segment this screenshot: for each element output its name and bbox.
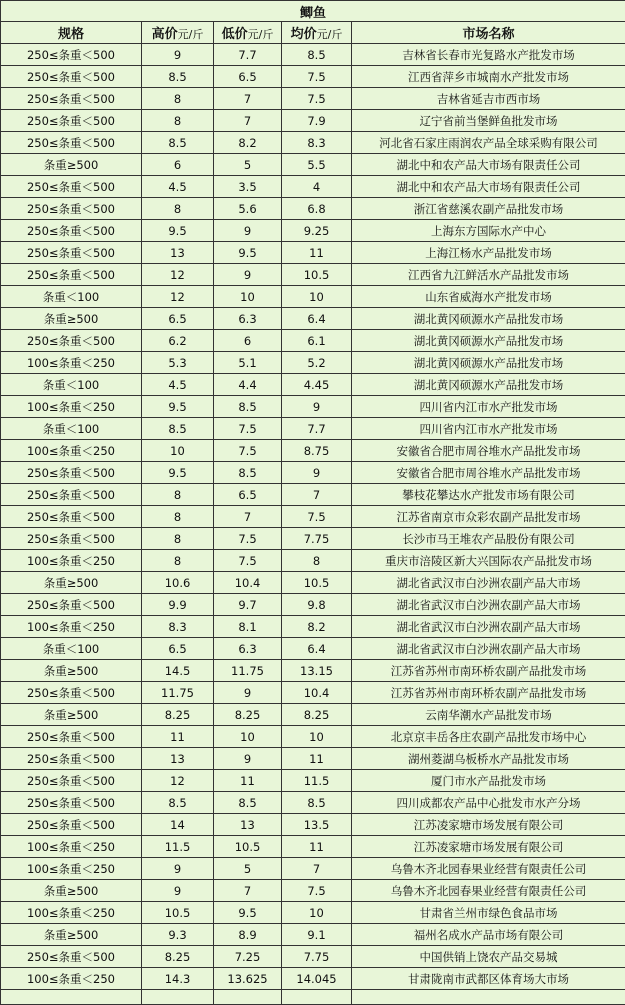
- cell-low: 6.3: [214, 308, 282, 330]
- cell-spec: 条重≥500: [1, 660, 142, 682]
- cell-avg: 6.8: [282, 198, 352, 220]
- cell-low: 13: [214, 814, 282, 836]
- table-body: [1, 44, 625, 1005]
- cell-market: 甘肃省兰州市绿色食品市场: [352, 902, 625, 924]
- cell-high: 9.5: [142, 396, 214, 418]
- table-row: [1, 880, 625, 902]
- cell-avg: 6.4: [282, 308, 352, 330]
- cell-avg: 4: [282, 176, 352, 198]
- cell-spec: 250≤条重＜500: [1, 726, 142, 748]
- cell-low: 10.4: [214, 572, 282, 594]
- cell-market: 中国供销上饶农产品交易城: [352, 946, 625, 968]
- cell-high: 14.3: [142, 968, 214, 990]
- cell-avg: 14.045: [282, 968, 352, 990]
- cell-spec: 250≤条重＜500: [1, 176, 142, 198]
- table-row: [1, 176, 625, 198]
- cell-avg: 7: [282, 484, 352, 506]
- cell-market: 湖北黄冈硕源水产品批发市场: [352, 374, 625, 396]
- table-row: [1, 924, 625, 946]
- cell-high: 10.5: [142, 902, 214, 924]
- cell-market: 重庆市涪陵区新大兴国际农产品批发市场: [352, 550, 625, 572]
- table-row: [1, 198, 625, 220]
- cell-low: 7.5: [214, 440, 282, 462]
- cell-market: 长沙市马王堆农产品股份有限公司: [352, 528, 625, 550]
- table-row: [1, 572, 625, 594]
- table-row: [1, 836, 625, 858]
- table-row: [1, 792, 625, 814]
- cell-avg: 10: [282, 726, 352, 748]
- cell-market: 江西省萍乡市城南水产批发市场: [352, 66, 625, 88]
- cell-avg: 8.5: [282, 792, 352, 814]
- cell-spec: 250≤条重＜500: [1, 528, 142, 550]
- cell-avg: 10: [282, 902, 352, 924]
- cell-high: 8.25: [142, 946, 214, 968]
- table-row: [1, 748, 625, 770]
- cell-spec: 条重≥500: [1, 154, 142, 176]
- cell-market: 四川省内江市水产批发市场: [352, 396, 625, 418]
- cell-high: 8: [142, 110, 214, 132]
- cell-avg: 5.5: [282, 154, 352, 176]
- cell-low: 5: [214, 154, 282, 176]
- cell-low: 8.9: [214, 924, 282, 946]
- cell-low: 7: [214, 506, 282, 528]
- table-row: [1, 814, 625, 836]
- cell-avg: 7.75: [282, 528, 352, 550]
- cell-market: 辽宁省前当堡鲜鱼批发市场: [352, 110, 625, 132]
- cell-spec: 250≤条重＜500: [1, 484, 142, 506]
- cell-market: 吉林省长春市光复路水产批发市场: [352, 44, 625, 66]
- table-row: [1, 66, 625, 88]
- cell-spec: 100≤条重＜250: [1, 396, 142, 418]
- cell-high: 10.6: [142, 572, 214, 594]
- cell-market: 湖北省武汉市白沙洲农副产品大市场: [352, 638, 625, 660]
- cell-market: 安徽省合肥市周谷堆水产品批发市场: [352, 440, 625, 462]
- cell-spec: 条重＜100: [1, 286, 142, 308]
- cell-market: 乌鲁木齐北园春果业经营有限责任公司: [352, 880, 625, 902]
- cell-avg: 11: [282, 242, 352, 264]
- cell-high: 8: [142, 528, 214, 550]
- cell-high: 9: [142, 880, 214, 902]
- cell-avg: 7.5: [282, 66, 352, 88]
- cell-avg: 6.1: [282, 330, 352, 352]
- cell-high: 9: [142, 858, 214, 880]
- cell-high: 14: [142, 814, 214, 836]
- cell-spec: 250≤条重＜500: [1, 132, 142, 154]
- table-row: [1, 462, 625, 484]
- cell-spec: 条重＜100: [1, 418, 142, 440]
- cell-avg: 7: [282, 858, 352, 880]
- cell-spec: 250≤条重＜500: [1, 88, 142, 110]
- cell-high: 8.5: [142, 418, 214, 440]
- title-row: [1, 1, 625, 22]
- cell-market: 湖北黄冈硕源水产品批发市场: [352, 330, 625, 352]
- cell-high: 11.5: [142, 836, 214, 858]
- cell-low: 4.4: [214, 374, 282, 396]
- cell-high: 8: [142, 484, 214, 506]
- table-row: [1, 220, 625, 242]
- cell-low: 9: [214, 748, 282, 770]
- cell-high: 14.5: [142, 660, 214, 682]
- cell-high: 8: [142, 506, 214, 528]
- cell-low: 10: [214, 286, 282, 308]
- cell-spec: 250≤条重＜500: [1, 814, 142, 836]
- cell-avg: 9.1: [282, 924, 352, 946]
- cell-low: 7.5: [214, 550, 282, 572]
- cell-market: 江苏凌家塘市场发展有限公司: [352, 836, 625, 858]
- cell-avg: 7.7: [282, 418, 352, 440]
- cell-market: 江西省九江鲜活水产品批发市场: [352, 264, 625, 286]
- cell-high: 6.5: [142, 308, 214, 330]
- cell-spec: 250≤条重＜500: [1, 748, 142, 770]
- cell-avg: 13.15: [282, 660, 352, 682]
- header-high-unit: 元/斤: [178, 28, 204, 41]
- cell-high: 9: [142, 44, 214, 66]
- cell-spec: 250≤条重＜500: [1, 594, 142, 616]
- cell-market: 湖北中和农产品大市场有限责任公司: [352, 154, 625, 176]
- table-row: [1, 154, 625, 176]
- cell-market: 湖北中和农产品大市场有限责任公司: [352, 176, 625, 198]
- table-row: [1, 88, 625, 110]
- cell-high: 4.5: [142, 176, 214, 198]
- header-market: 市场名称: [352, 22, 625, 44]
- cell-spec: 250≤条重＜500: [1, 198, 142, 220]
- cell-market: 攀枝花攀达水产批发市场有限公司: [352, 484, 625, 506]
- cell-market: 上海江杨水产品批发市场: [352, 242, 625, 264]
- table-row: [1, 132, 625, 154]
- header-avg-label: 均价: [291, 27, 317, 42]
- cell-high: 9.5: [142, 462, 214, 484]
- cell-avg: 10: [282, 286, 352, 308]
- cell-low: 7.25: [214, 946, 282, 968]
- cell-avg: 11: [282, 748, 352, 770]
- cell-high: 8: [142, 88, 214, 110]
- cell-low: 6.5: [214, 484, 282, 506]
- cell-low: 7: [214, 88, 282, 110]
- cell-avg: 7.5: [282, 88, 352, 110]
- table-row: [1, 616, 625, 638]
- cell-market: 湖北黄冈硕源水产品批发市场: [352, 308, 625, 330]
- cell-low: 3.5: [214, 176, 282, 198]
- cell-spec: 100≤条重＜250: [1, 902, 142, 924]
- cell-spec: 250≤条重＜500: [1, 946, 142, 968]
- cell-high: 11.75: [142, 682, 214, 704]
- table-row: [1, 44, 625, 66]
- cell-spec: 100≤条重＜250: [1, 616, 142, 638]
- cell-spec: 250≤条重＜500: [1, 770, 142, 792]
- table-row: [1, 440, 625, 462]
- cell-avg: 10.4: [282, 682, 352, 704]
- cell-market: 甘肃陇南市武都区体育场大市场: [352, 968, 625, 990]
- cell-market: 江苏省苏州市南环桥农副产品批发市场: [352, 660, 625, 682]
- cell-low: 8.2: [214, 132, 282, 154]
- cell-high: 6.5: [142, 638, 214, 660]
- cell-market: 四川省内江市水产批发市场: [352, 418, 625, 440]
- header-high-label: 高价: [152, 27, 178, 42]
- cell-low: 10.5: [214, 836, 282, 858]
- cell-low: 6: [214, 330, 282, 352]
- cell-market: 山东省威海水产批发市场: [352, 286, 625, 308]
- cell-low: 8.1: [214, 616, 282, 638]
- cell-low: 7.5: [214, 528, 282, 550]
- cell-high: 13: [142, 242, 214, 264]
- cell-high: 6.2: [142, 330, 214, 352]
- cell-market: 云南华潮水产品批发市场: [352, 704, 625, 726]
- cell-spec: 100≤条重＜250: [1, 836, 142, 858]
- cell-spec: 250≤条重＜500: [1, 330, 142, 352]
- cell-market: 河北省石家庄雨润农产品全球采购有限公司: [352, 132, 625, 154]
- cell-high: 8.25: [142, 704, 214, 726]
- table-row: [1, 264, 625, 286]
- cell-low: 7: [214, 880, 282, 902]
- cell-market: 上海东方国际水产中心: [352, 220, 625, 242]
- cell-market: 四川成都农产品中心批发市水产分场: [352, 792, 625, 814]
- cell-low: 9.7: [214, 594, 282, 616]
- cell-avg: 9: [282, 462, 352, 484]
- header-row: [1, 22, 625, 44]
- cell-market: 厦门市水产品批发市场: [352, 770, 625, 792]
- cell-avg: 7.5: [282, 506, 352, 528]
- cell-high: 4.5: [142, 374, 214, 396]
- cell-low: 9: [214, 682, 282, 704]
- cell-spec: 条重＜100: [1, 374, 142, 396]
- cell-spec: 100≤条重＜250: [1, 352, 142, 374]
- cell-avg: 8.5: [282, 44, 352, 66]
- table-row: [1, 660, 625, 682]
- cell-spec: 条重≥500: [1, 924, 142, 946]
- cell-high: 10: [142, 440, 214, 462]
- table-row: [1, 286, 625, 308]
- cell-spec: 250≤条重＜500: [1, 462, 142, 484]
- cell-spec: 250≤条重＜500: [1, 110, 142, 132]
- cell-market: 湖北黄冈硕源水产品批发市场: [352, 352, 625, 374]
- empty-row: [1, 990, 625, 1005]
- table-title: 鲫鱼: [1, 1, 625, 22]
- header-spec: 规格: [1, 22, 142, 44]
- cell-spec: 250≤条重＜500: [1, 242, 142, 264]
- header-low-label: 低价: [222, 27, 248, 42]
- table-row: [1, 550, 625, 572]
- cell-avg: 7.75: [282, 946, 352, 968]
- cell-high: 8.5: [142, 792, 214, 814]
- cell-avg: 11: [282, 836, 352, 858]
- cell-low: 11.75: [214, 660, 282, 682]
- cell-low: 8.5: [214, 462, 282, 484]
- table-row: [1, 374, 625, 396]
- table-row: [1, 484, 625, 506]
- cell-high: 8.3: [142, 616, 214, 638]
- cell-low: 10: [214, 726, 282, 748]
- cell-avg: 10.5: [282, 572, 352, 594]
- cell-avg: 8.25: [282, 704, 352, 726]
- cell-low: 9.5: [214, 242, 282, 264]
- cell-low: 8.25: [214, 704, 282, 726]
- empty-cell: [142, 990, 214, 1005]
- table-row: [1, 968, 625, 990]
- cell-low: 13.625: [214, 968, 282, 990]
- table-row: [1, 506, 625, 528]
- empty-cell: [214, 990, 282, 1005]
- cell-high: 8: [142, 198, 214, 220]
- table-row: [1, 902, 625, 924]
- cell-spec: 条重≥500: [1, 308, 142, 330]
- cell-low: 5: [214, 858, 282, 880]
- cell-high: 9.5: [142, 220, 214, 242]
- cell-avg: 13.5: [282, 814, 352, 836]
- cell-spec: 250≤条重＜500: [1, 220, 142, 242]
- cell-market: 浙江省慈溪农副产品批发市场: [352, 198, 625, 220]
- table-row: [1, 528, 625, 550]
- table-row: [1, 330, 625, 352]
- cell-avg: 8.75: [282, 440, 352, 462]
- cell-high: 12: [142, 286, 214, 308]
- table-row: [1, 396, 625, 418]
- cell-market: 湖北省武汉市白沙洲农副产品大市场: [352, 616, 625, 638]
- cell-market: 福州名成水产品市场有限公司: [352, 924, 625, 946]
- cell-spec: 250≤条重＜500: [1, 792, 142, 814]
- cell-spec: 条重≥500: [1, 880, 142, 902]
- cell-market: 北京京丰岳各庄农副产品批发市场中心: [352, 726, 625, 748]
- cell-market: 吉林省延吉市西市场: [352, 88, 625, 110]
- cell-avg: 10.5: [282, 264, 352, 286]
- cell-low: 7: [214, 110, 282, 132]
- cell-high: 9.3: [142, 924, 214, 946]
- cell-spec: 250≤条重＜500: [1, 264, 142, 286]
- cell-avg: 9.8: [282, 594, 352, 616]
- cell-spec: 条重＜100: [1, 638, 142, 660]
- table-row: [1, 638, 625, 660]
- cell-avg: 9: [282, 396, 352, 418]
- cell-low: 8.5: [214, 792, 282, 814]
- cell-low: 5.6: [214, 198, 282, 220]
- cell-high: 12: [142, 770, 214, 792]
- cell-avg: 8.2: [282, 616, 352, 638]
- cell-market: 湖州菱湖乌板桥水产品批发市场: [352, 748, 625, 770]
- header-high: [142, 22, 214, 44]
- cell-high: 6: [142, 154, 214, 176]
- cell-low: 6.5: [214, 66, 282, 88]
- cell-market: 湖北省武汉市白沙洲农副产品大市场: [352, 572, 625, 594]
- cell-spec: 250≤条重＜500: [1, 682, 142, 704]
- cell-spec: 100≤条重＜250: [1, 858, 142, 880]
- cell-market: 江苏省南京市众彩农副产品批发市场: [352, 506, 625, 528]
- empty-cell: [282, 990, 352, 1005]
- cell-avg: 11.5: [282, 770, 352, 792]
- table-row: [1, 704, 625, 726]
- cell-high: 8: [142, 550, 214, 572]
- cell-avg: 4.45: [282, 374, 352, 396]
- cell-avg: 8.3: [282, 132, 352, 154]
- cell-market: 乌鲁木齐北园春果业经营有限责任公司: [352, 858, 625, 880]
- cell-high: 5.3: [142, 352, 214, 374]
- cell-low: 11: [214, 770, 282, 792]
- cell-high: 11: [142, 726, 214, 748]
- cell-spec: 100≤条重＜250: [1, 550, 142, 572]
- cell-low: 5.1: [214, 352, 282, 374]
- empty-cell: [352, 990, 625, 1005]
- table-row: [1, 946, 625, 968]
- cell-spec: 250≤条重＜500: [1, 66, 142, 88]
- cell-avg: 7.9: [282, 110, 352, 132]
- cell-low: 6.3: [214, 638, 282, 660]
- cell-low: 8.5: [214, 396, 282, 418]
- cell-spec: 250≤条重＜500: [1, 44, 142, 66]
- cell-market: 安徽省合肥市周谷堆水产品批发市场: [352, 462, 625, 484]
- cell-avg: 8: [282, 550, 352, 572]
- cell-low: 9: [214, 220, 282, 242]
- cell-market: 江苏凌家塘市场发展有限公司: [352, 814, 625, 836]
- cell-low: 7.5: [214, 418, 282, 440]
- cell-high: 9.9: [142, 594, 214, 616]
- header-avg: [282, 22, 352, 44]
- cell-spec: 100≤条重＜250: [1, 440, 142, 462]
- cell-low: 9.5: [214, 902, 282, 924]
- cell-high: 8.5: [142, 66, 214, 88]
- table-row: [1, 682, 625, 704]
- cell-high: 13: [142, 748, 214, 770]
- cell-high: 8.5: [142, 132, 214, 154]
- cell-avg: 7.5: [282, 880, 352, 902]
- table-row: [1, 770, 625, 792]
- cell-market: 江苏省苏州市南环桥农副产品批发市场: [352, 682, 625, 704]
- cell-avg: 5.2: [282, 352, 352, 374]
- table-row: [1, 110, 625, 132]
- cell-high: 12: [142, 264, 214, 286]
- cell-avg: 9.25: [282, 220, 352, 242]
- table-row: [1, 726, 625, 748]
- table-row: [1, 594, 625, 616]
- table-row: [1, 858, 625, 880]
- empty-cell: [1, 990, 142, 1005]
- header-low-unit: 元/斤: [248, 28, 274, 41]
- table-row: [1, 242, 625, 264]
- cell-avg: 6.4: [282, 638, 352, 660]
- cell-low: 9: [214, 264, 282, 286]
- cell-spec: 100≤条重＜250: [1, 968, 142, 990]
- cell-spec: 条重≥500: [1, 704, 142, 726]
- table-row: [1, 308, 625, 330]
- cell-spec: 250≤条重＜500: [1, 506, 142, 528]
- cell-market: 湖北省武汉市白沙洲农副产品大市场: [352, 594, 625, 616]
- cell-spec: 条重≥500: [1, 572, 142, 594]
- header-low: [214, 22, 282, 44]
- table-row: [1, 352, 625, 374]
- header-avg-unit: 元/斤: [317, 28, 343, 41]
- table-row: [1, 418, 625, 440]
- cell-low: 7.7: [214, 44, 282, 66]
